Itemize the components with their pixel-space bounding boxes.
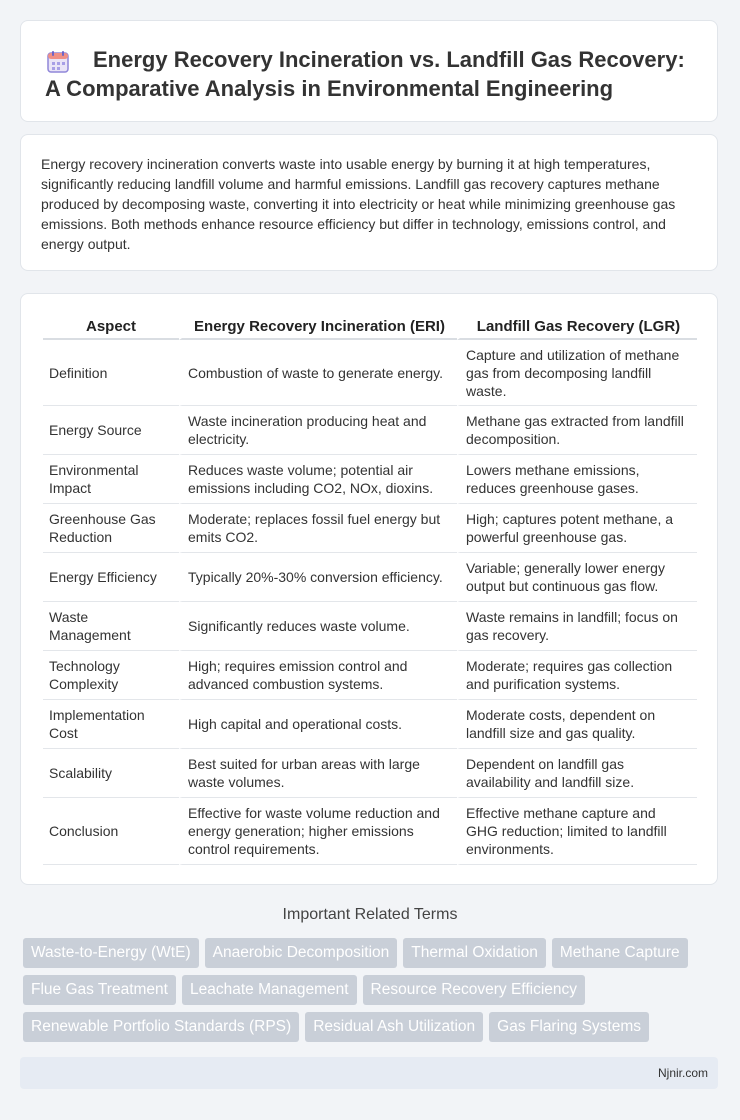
table-row xyxy=(43,602,697,651)
aspect-cell: Energy Source xyxy=(43,406,179,455)
eri-cell: High; requires emission control and advanced combustion systems. xyxy=(179,651,457,700)
related-term-tag[interactable]: Gas Flaring Systems xyxy=(489,1012,649,1042)
aspect-cell: Scalability xyxy=(43,749,179,798)
related-term-tag[interactable]: Anaerobic Decomposition xyxy=(205,938,398,968)
related-terms-row xyxy=(23,975,591,1005)
lgr-cell: Waste remains in landfill; focus on gas recovery. xyxy=(457,602,697,651)
table-row xyxy=(43,651,697,700)
intro-card xyxy=(20,134,718,271)
related-term-tag[interactable]: Residual Ash Utilization xyxy=(305,1012,483,1042)
related-terms-row xyxy=(23,938,694,968)
table-row xyxy=(43,455,697,504)
aspect-cell: Definition xyxy=(43,340,179,406)
lgr-cell: Variable; generally lower energy output but continuous gas flow. xyxy=(457,553,697,602)
aspect-cell: Energy Efficiency xyxy=(43,553,179,602)
table-row xyxy=(43,340,697,406)
related-term-tag[interactable]: Resource Recovery Efficiency xyxy=(363,975,585,1005)
calendar-icon xyxy=(45,49,71,75)
header-lgr: Landfill Gas Recovery (LGR) xyxy=(457,314,697,340)
intro-paragraph: Energy recovery incineration converts waste into usable energy by burning it at high temperatures, significantly reducing landfill volume and harmful emissions. Landfill gas recovery captures methane produced by decomposing waste, converting it into electricity or heat while minimizing greenhouse gas emissions. Both methods enhance resource efficiency but differ in technology, emissions control, and energy output. xyxy=(41,156,676,252)
lgr-cell: Capture and utilization of methane gas from decomposing landfill waste. xyxy=(457,340,697,406)
related-term-tag[interactable]: Flue Gas Treatment xyxy=(23,975,176,1005)
lgr-cell: High; captures potent methane, a powerful greenhouse gas. xyxy=(457,504,697,553)
comparison-table-card xyxy=(20,293,718,885)
table-row xyxy=(43,553,697,602)
lgr-cell: Moderate costs, dependent on landfill size and gas quality. xyxy=(457,700,697,749)
eri-cell: Best suited for urban areas with large waste volumes. xyxy=(179,749,457,798)
aspect-cell: Technology Complexity xyxy=(43,651,179,700)
table-row xyxy=(43,700,697,749)
related-terms-heading: Important Related Terms xyxy=(282,906,458,923)
related-term-tag[interactable]: Methane Capture xyxy=(552,938,688,968)
lgr-cell: Dependent on landfill gas availability and landfill size. xyxy=(457,749,697,798)
footer-site-link[interactable]: Njnir.com xyxy=(657,1066,708,1080)
eri-cell: Moderate; replaces fossil fuel energy but emits CO2. xyxy=(179,504,457,553)
table-row xyxy=(43,749,697,798)
eri-cell: Reduces waste volume; potential air emissions including CO2, NOx, dioxins. xyxy=(179,455,457,504)
lgr-cell: Methane gas extracted from landfill decomposition. xyxy=(457,406,697,455)
related-term-tag[interactable]: Thermal Oxidation xyxy=(403,938,546,968)
lgr-cell: Effective methane capture and GHG reduction; limited to landfill environments. xyxy=(457,798,697,865)
related-term-tag[interactable]: Leachate Management xyxy=(182,975,357,1005)
table-header-row xyxy=(43,314,697,340)
aspect-cell: Greenhouse Gas Reduction xyxy=(43,504,179,553)
eri-cell: Significantly reduces waste volume. xyxy=(179,602,457,651)
aspect-cell: Conclusion xyxy=(43,798,179,865)
header-aspect: Aspect xyxy=(43,314,179,340)
footer-bar xyxy=(20,1057,718,1089)
related-term-tag[interactable]: Renewable Portfolio Standards (RPS) xyxy=(23,1012,299,1042)
table-row xyxy=(43,798,697,865)
eri-cell: Typically 20%-30% conversion efficiency. xyxy=(179,553,457,602)
page-title: Energy Recovery Incineration vs. Landfill Gas Recovery: A Comparative Analysis in Environmental Engineering xyxy=(45,47,685,101)
related-terms-row xyxy=(23,1012,655,1042)
title-card xyxy=(20,20,718,122)
eri-cell: High capital and operational costs. xyxy=(179,700,457,749)
lgr-cell: Moderate; requires gas collection and purification systems. xyxy=(457,651,697,700)
comparison-table xyxy=(43,314,697,865)
aspect-cell: Environmental Impact xyxy=(43,455,179,504)
aspect-cell: Waste Management xyxy=(43,602,179,651)
eri-cell: Combustion of waste to generate energy. xyxy=(179,340,457,406)
aspect-cell: Implementation Cost xyxy=(43,700,179,749)
table-row xyxy=(43,504,697,553)
eri-cell: Effective for waste volume reduction and energy generation; higher emissions control requirements. xyxy=(179,798,457,865)
related-term-tag[interactable]: Waste-to-Energy (WtE) xyxy=(23,938,199,968)
header-eri: Energy Recovery Incineration (ERI) xyxy=(179,314,457,340)
table-row xyxy=(43,406,697,455)
eri-cell: Waste incineration producing heat and electricity. xyxy=(179,406,457,455)
lgr-cell: Lowers methane emissions, reduces greenhouse gases. xyxy=(457,455,697,504)
